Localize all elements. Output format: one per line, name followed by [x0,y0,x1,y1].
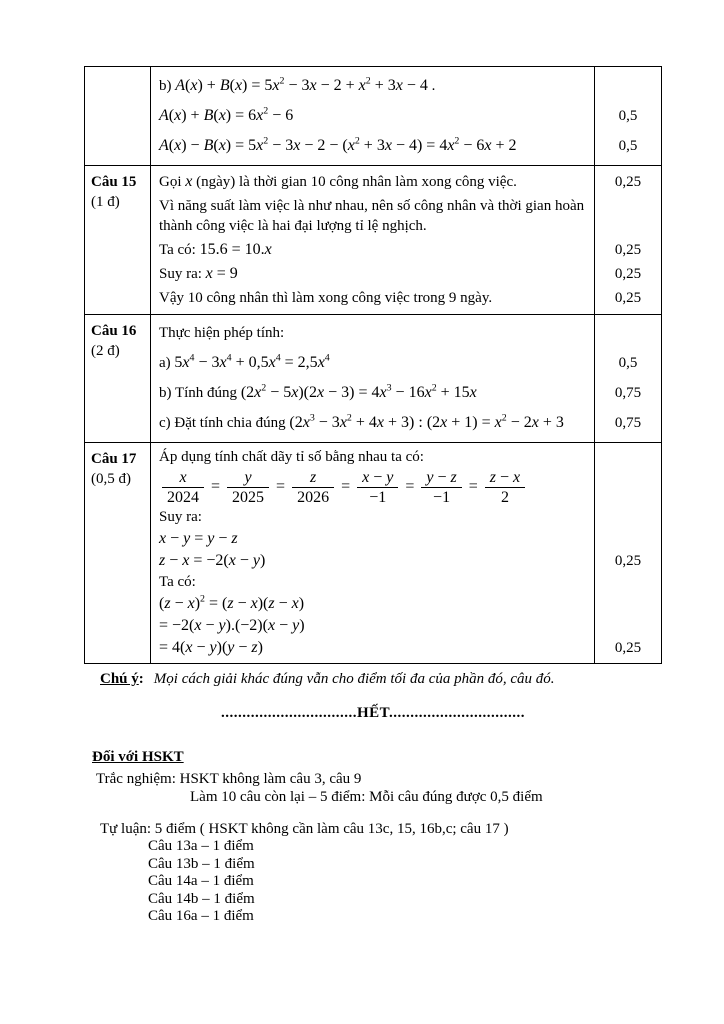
points-value: 0,25 [614,552,642,569]
hskt-trac-nghiem-line: Trắc nghiệm: HSKT không làm câu 3, câu 9 [96,771,362,787]
note-colon: : [138,671,144,687]
answer-line [151,507,661,528]
answer-line [151,262,661,286]
hskt-heading: Đối với HSKT [92,749,184,765]
hskt-item: Câu 14b – 1 điểm [148,890,255,907]
hskt-item: Câu 13a – 1 điểm [148,838,254,854]
het-divider: ................................HẾT................................ [220,705,526,721]
hskt-tu-luan-line: Tự luận: 5 điểm ( HSKT không cần làm câu 13c, 15, 16b,c; câu 17 ) [100,821,509,837]
answer-line [151,447,661,468]
question-label-cell [85,166,151,314]
answer-text: a) $5x^4 - 3x^4 + 0,5x^4 = 2,5x^4$ [159,352,330,371]
answer-line [151,348,661,378]
answer-text: c) Đặt tính chia đúng $(2x^3 - 3x^2 + 4x + 3)$ : $(2x + 1) = x^2 - 2x + 3$ [159,412,564,431]
answer-line [151,378,661,408]
points-value: 0,25 [614,173,642,190]
table-row [85,166,661,315]
answer-line [151,637,661,659]
hskt-item-list [92,838,543,926]
answer-text: Thực hiện phép tính: [159,325,285,341]
answer-text: Gọi x (ngày) là thời gian 10 công nhân làm xong công việc. [159,173,517,190]
answer-text: $A(x) + B(x) = 6x^2 - 6$ [159,105,294,124]
answer-line [151,170,661,194]
hskt-item: Câu 13b – 1 điểm [148,855,255,872]
answer-line [151,238,661,262]
question-label-cell [85,67,151,165]
answer-text: Suy ra: x = 9 [159,265,238,282]
question-points: (1 đ) [91,194,120,210]
points-value: 0,25 [614,265,642,282]
points-value: 0,75 [614,384,642,401]
answer-cell [151,315,661,442]
note-text: Mọi cách giải khác đúng vẫn cho điểm tối đa của phần đó, câu đó. [153,671,555,687]
answer-text: b) $A(x) + B(x) = 5x^2 - 3x - 2 + x^2 + 3x - 4$ . [159,75,436,94]
hskt-section [92,748,543,926]
answer-text: Ta có: 15.6 = 10.x [159,241,272,258]
answer-line [151,572,661,593]
answer-text: Vì năng suất làm việc là như nhau, nên số công nhân và thời gian hoàn thành công việc là hai đại lượng tỉ lệ nghịch. [159,198,585,234]
answer-line [151,101,661,131]
answer-text: Vậy 10 công nhân thì làm xong công việc trong 9 ngày. [159,290,493,306]
question-points: (0,5 đ) [91,471,131,487]
question-label-cell [85,315,151,442]
answer-text: = −2(x − y).(−2)(x − y) [159,617,305,634]
points-value: 0,25 [614,639,642,656]
question-label-cell [85,443,151,663]
question-number: Câu 16 [91,323,137,339]
points-value: 0,25 [614,289,642,306]
answer-cell [151,166,661,314]
hskt-lam-10-cau-line: Làm 10 câu còn lại – 5 điểm: Mỗi câu đúng được 0,5 điểm [190,789,543,805]
answer-cell [151,443,661,663]
answer-line [151,468,661,507]
answer-text: $A(x) - B(x) = 5x^2 - 3x - 2 - (x^2 + 3x - 4) = 4x^2 - 6x + 2$ [159,135,517,154]
answer-text: z − x = −2(x − y) [159,552,266,569]
answer-table [84,66,662,664]
answer-text: x − y = y − z [159,530,238,547]
answer-text: Ta có: [159,574,196,590]
answer-text: Suy ra: [159,509,202,525]
answer-text: = 4(x − y)(y − z) [159,639,263,656]
question-number: Câu 15 [91,174,137,190]
points-value: 0,25 [614,241,642,258]
answer-line [151,615,661,637]
question-number: Câu 17 [91,451,137,467]
answer-line [151,131,661,161]
points-value: 0,5 [618,137,638,154]
points-value: 0,5 [618,107,638,124]
answer-text: b) Tính đúng $(2x^2 - 5x)(2x - 3) = 4x^3 - 16x^2 + 15x$ [159,382,477,401]
table-row [85,315,661,443]
answer-cell [151,67,661,165]
table-row [85,443,661,663]
answer-line [151,71,661,101]
answer-line [151,319,661,348]
answer-text: $(z - x)^2 = (z - x)(z - x)$ [159,593,305,612]
answer-line [151,194,661,238]
hskt-item: Câu 16a – 1 điểm [148,908,254,924]
note-label: Chú ý [100,671,139,687]
answer-line [151,286,661,310]
answer-text: Áp dụng tính chất dãy tỉ số bằng nhau ta có: [159,449,424,465]
answer-line [151,550,661,572]
answer-line [151,593,661,615]
hskt-item: Câu 14a – 1 điểm [148,873,254,889]
answer-line [151,528,661,550]
question-points: (2 đ) [91,343,120,359]
table-row [85,67,661,166]
points-value: 0,5 [618,354,638,371]
answer-line [151,408,661,438]
points-value: 0,75 [614,414,642,431]
note-line [100,671,660,688]
answer-text: $\frac{x}{2024}$ = $\frac{y}{2025}$ = $\frac{z}{2026}$ = $\frac{x - y}{-1}$ = $\frac{y - z}{-1}$ = $\frac{z - x}{2}$ [151,469,595,506]
